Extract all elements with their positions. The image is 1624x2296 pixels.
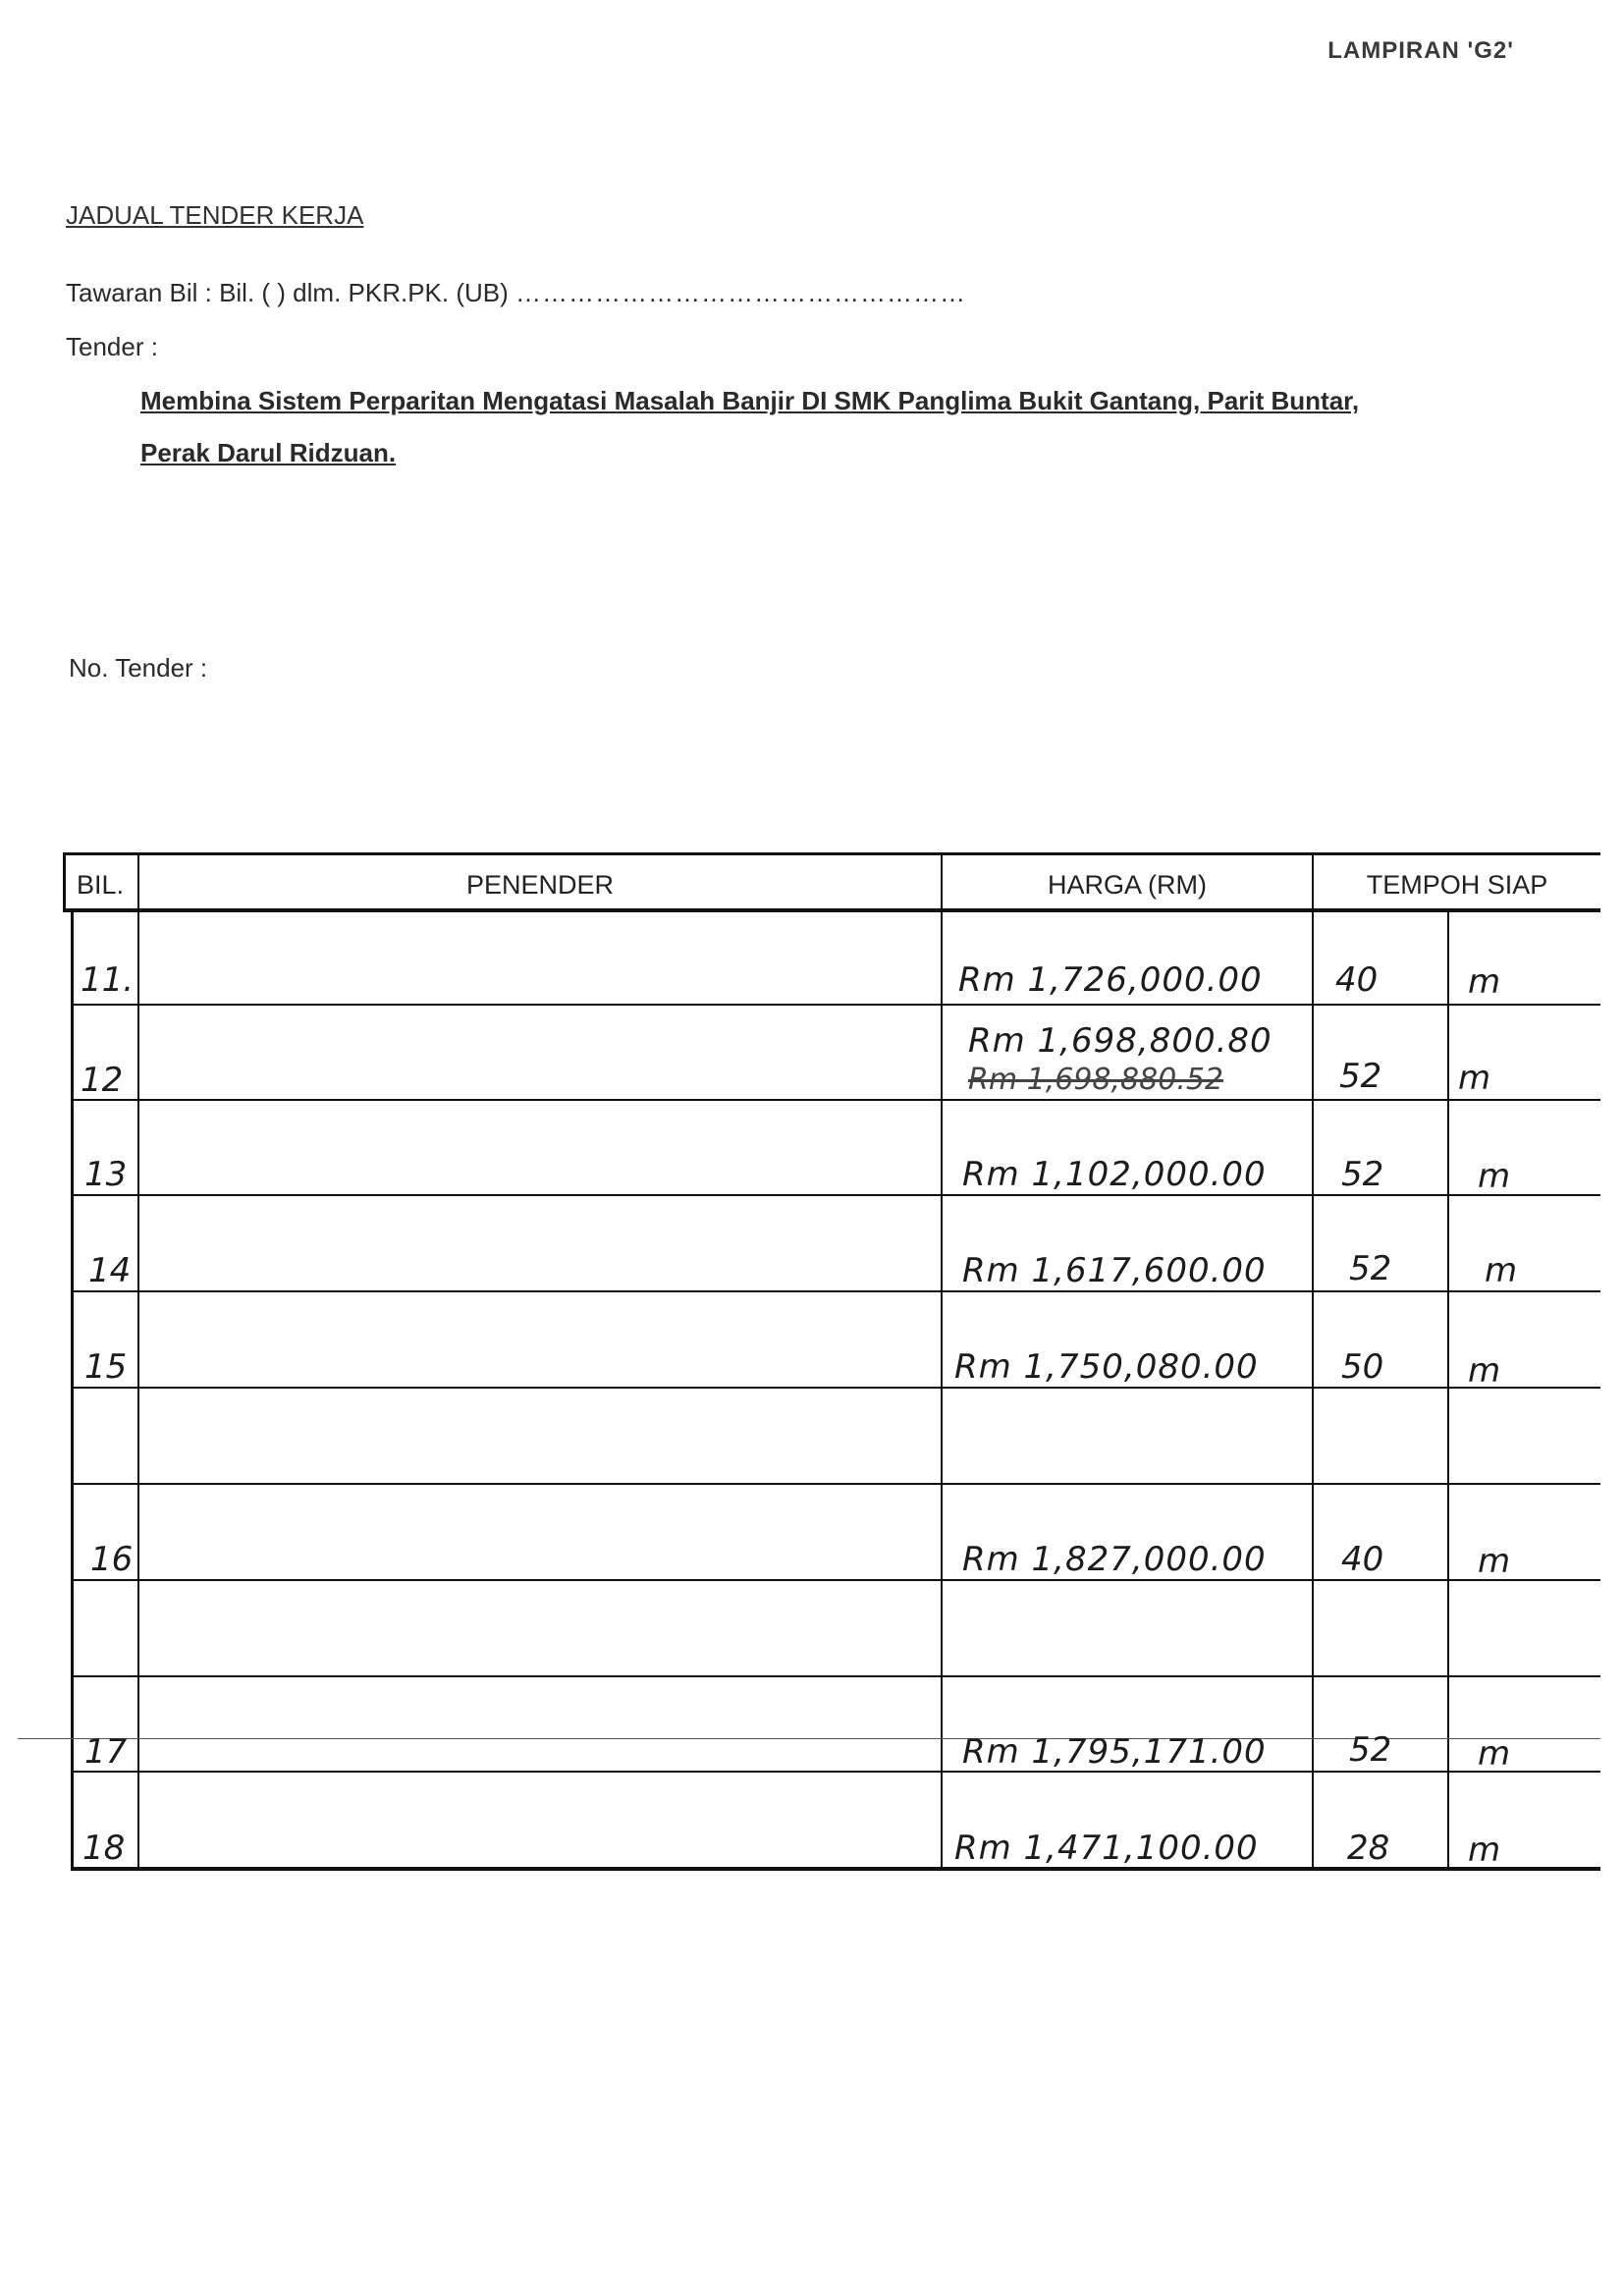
- row-duration-unit: m: [1478, 1734, 1511, 1774]
- row-duration: 52: [1349, 1730, 1392, 1770]
- row-number: 14: [88, 1251, 132, 1290]
- tender-label: Tender :: [66, 332, 158, 361]
- row-price: Rm 1,698,800.80: [968, 1021, 1272, 1061]
- row-number: 13: [84, 1155, 128, 1194]
- row-number: 11.: [81, 960, 135, 1000]
- column-header-penender: PENENDER: [465, 870, 615, 900]
- document-title: JADUAL TENDER KERJA: [66, 200, 364, 230]
- table-header-bottom-border: [63, 908, 1600, 912]
- row-duration: 40: [1335, 960, 1379, 1000]
- table-top-border: [63, 852, 1600, 855]
- project-title-line-1: Membina Sistem Perparitan Mengatasi Masalah Banjir DI SMK Panglima Bukit Gantang, Parit Buntar,: [140, 386, 1360, 415]
- row-duration: 52: [1339, 1057, 1382, 1096]
- appendix-label: LAMPIRAN 'G2': [1327, 37, 1514, 64]
- row-number: 18: [82, 1829, 126, 1868]
- row-duration: 40: [1341, 1540, 1384, 1579]
- row-duration-unit: m: [1458, 1059, 1491, 1098]
- row-line: [71, 1194, 1600, 1196]
- row-line: [71, 1099, 1600, 1101]
- row-duration: 28: [1347, 1829, 1390, 1868]
- row-duration-unit: m: [1468, 1831, 1501, 1870]
- column-header-bil: BIL.: [76, 870, 125, 900]
- row-duration: 52: [1341, 1155, 1384, 1194]
- column-header-tempoh-siap: TEMPOH SIAP: [1366, 870, 1548, 900]
- row-price: Rm 1,750,080.00: [954, 1347, 1259, 1387]
- row-number: 16: [90, 1540, 134, 1579]
- row-duration: 50: [1341, 1347, 1384, 1387]
- row-price: Rm 1,102,000.00: [962, 1155, 1267, 1194]
- row-number: 12: [81, 1061, 124, 1100]
- tender-number-label: No. Tender :: [69, 653, 208, 683]
- row-duration-unit: m: [1485, 1251, 1518, 1290]
- row-price: Rm 1,827,000.00: [962, 1540, 1267, 1579]
- row-duration-unit: m: [1478, 1157, 1511, 1196]
- row-duration-unit: m: [1468, 962, 1501, 1002]
- row-line: [71, 1290, 1600, 1292]
- column-divider-tempoh: [1447, 909, 1449, 1869]
- row-line: [71, 1579, 1600, 1581]
- row-line: [71, 1387, 1600, 1389]
- offer-number-label: Tawaran Bil : Bil. ( ) dlm. PKR.PK. (UB): [66, 278, 509, 307]
- row-number: 15: [84, 1347, 128, 1387]
- table-left-border: [71, 909, 74, 1869]
- offer-number-line: [66, 278, 966, 308]
- row-line: [71, 1675, 1600, 1677]
- column-header-harga: HARGA (RM): [1048, 870, 1207, 900]
- row-duration: 52: [1349, 1249, 1392, 1288]
- offer-number-blank: ……………………………………………: [515, 278, 966, 307]
- row-price: Rm 1,795,171.00: [962, 1732, 1267, 1772]
- project-title-line-2: Perak Darul Ridzuan.: [140, 438, 397, 467]
- row-line: [71, 1483, 1600, 1485]
- row-line: [71, 1004, 1600, 1006]
- row-number: 17: [84, 1732, 128, 1772]
- row-price: Rm 1,471,100.00: [954, 1829, 1259, 1868]
- row-price: Rm 1,617,600.00: [962, 1251, 1267, 1290]
- row-price-struck: Rm 1,698,880.52: [968, 1063, 1223, 1097]
- row-duration-unit: m: [1468, 1351, 1501, 1391]
- row-duration-unit: m: [1478, 1542, 1511, 1581]
- row-price: Rm 1,726,000.00: [958, 960, 1263, 1000]
- row-line: [71, 1771, 1600, 1773]
